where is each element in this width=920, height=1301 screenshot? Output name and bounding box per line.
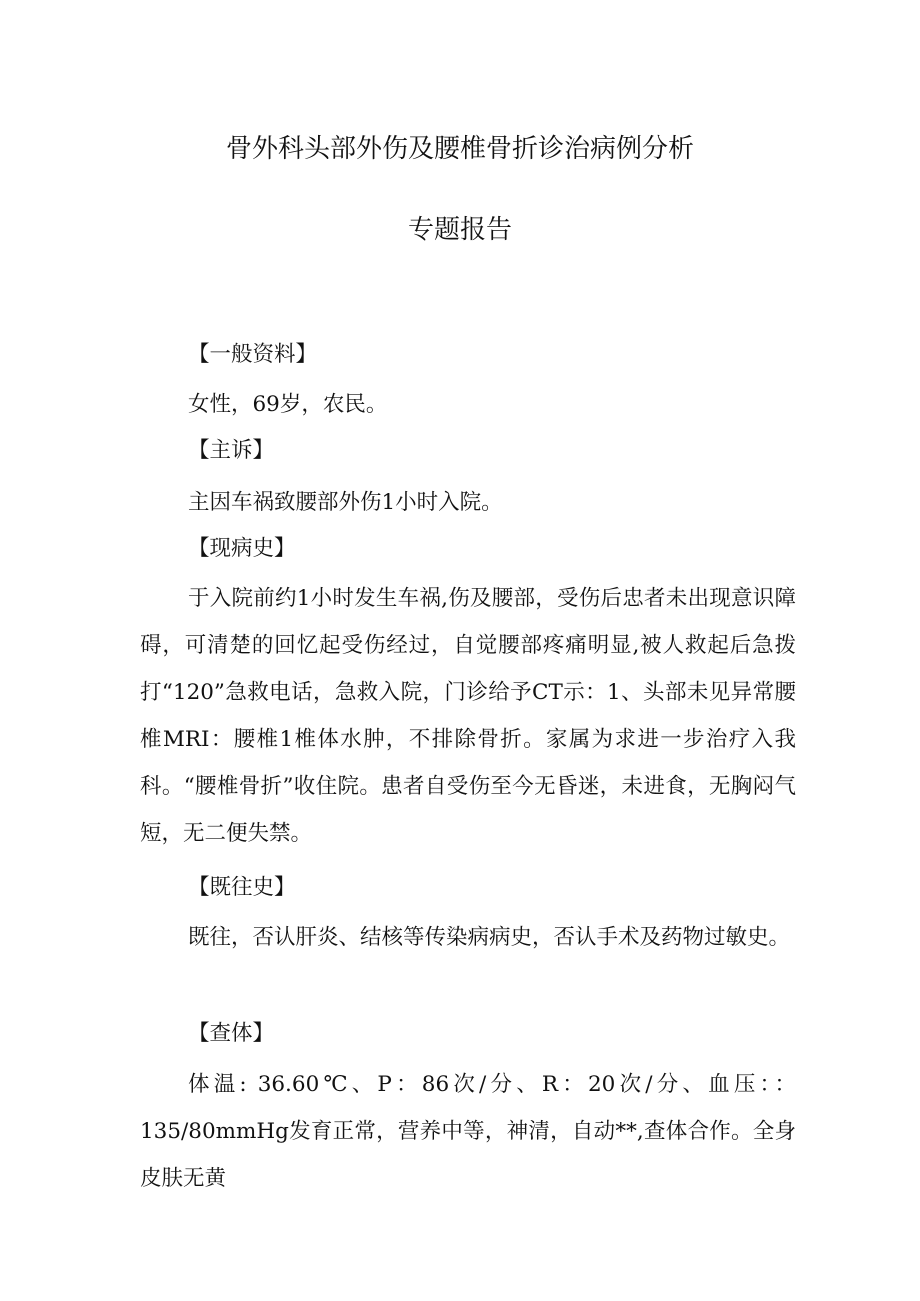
section-text-past-history (140, 914, 796, 961)
section-heading-general: 【一般资料】 (188, 342, 318, 367)
document-subtitle: 专题报告 (407, 215, 512, 245)
section-text-present-history (140, 575, 796, 857)
section-heading-present-history: 【现病史】 (188, 536, 296, 561)
section-heading-exam: 【查体】 (188, 1021, 275, 1046)
section-text-complaint (140, 479, 796, 526)
complaint-paragraph: 主因车祸致腰部外伤1小时入院。 (188, 490, 503, 515)
general-paragraph: 女性，69岁，农民。 (188, 392, 388, 417)
exam-paragraph: 体温: 36.60℃、P：86次/分、R：20次/分、血压：：135/80mmHg发育正常，营养中等，神清，自动**,查体合作。全身皮肤无黄 (140, 1072, 796, 1191)
section-text-exam (140, 1061, 796, 1202)
section-heading-complaint: 【主诉】 (188, 438, 275, 463)
section-heading-past-history: 【既往史】 (188, 875, 296, 900)
present-history-paragraph: 于入院前约1小时发生车祸,伤及腰部，受伤后忠者未出现意识障碍，可清楚的回忆起受伤经过，自觉腰部疼痛明显,被人救起后急拨打“120”急救电话，急救入院，门诊给予CT示：1、头部未见异常腰椎MRI：腰椎1椎体水肿，不排除骨折。家属为求进一步治疗入我科。“腰椎骨折”收住院。患者自受伤至今无昏迷，未进食，无胸闷气短，无二便失禁。 (140, 586, 796, 846)
section-text-general (140, 381, 796, 428)
document-title: 骨外科头部外伤及腰椎骨折诊治病例分析 (225, 134, 694, 164)
past-history-paragraph: 既往，否认肝炎、结核等传染病病史，否认手术及药物过敏史。 (188, 925, 791, 950)
